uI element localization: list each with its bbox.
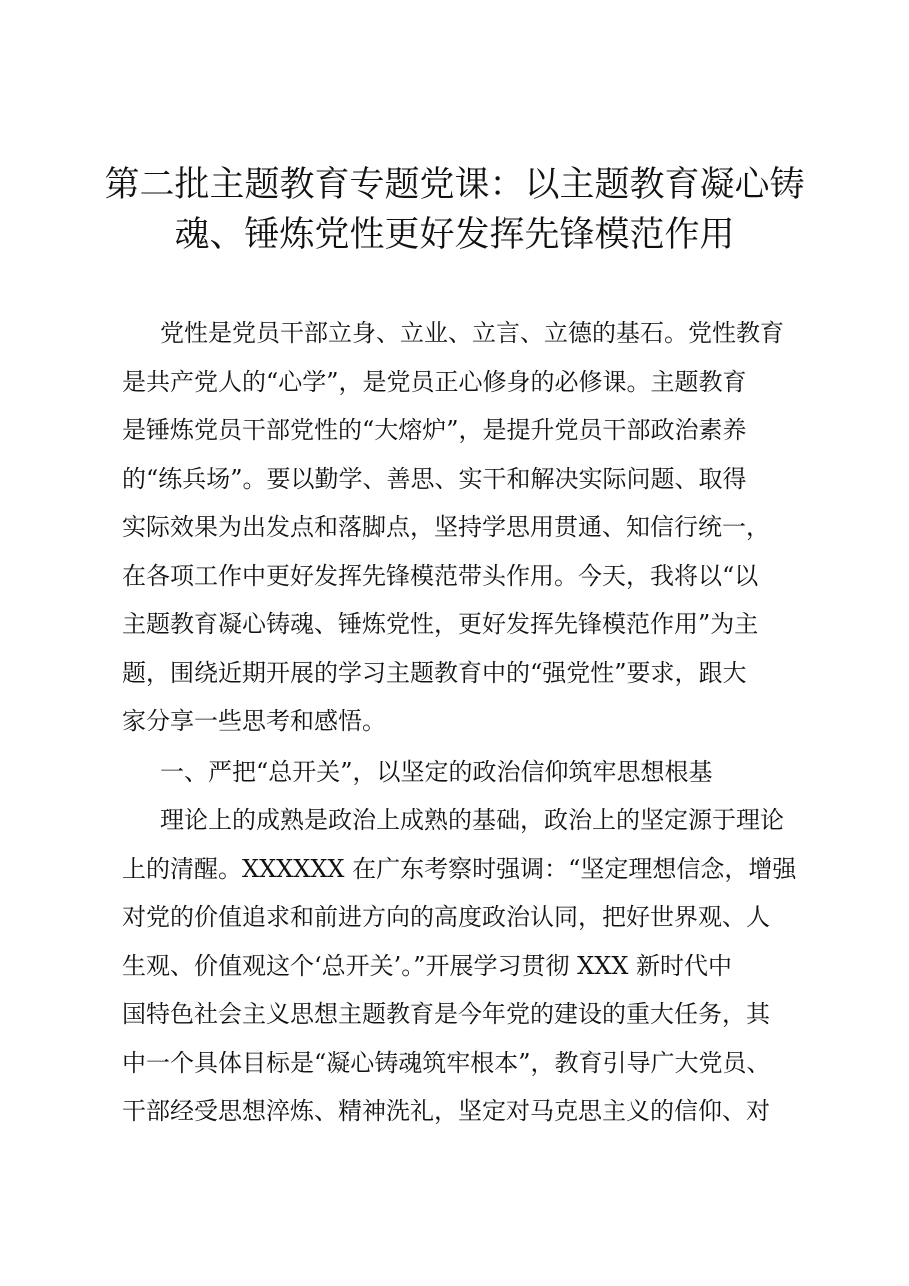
paragraph-line: 国特色社会主义思想主题教育是今年党的建设的重大任务，其	[122, 1000, 770, 1028]
paragraph-intro	[122, 309, 812, 746]
document-title	[100, 160, 809, 260]
paragraph-line: 主题教育凝心铸魂、锤炼党性，更好发挥先锋模范作用”为主	[122, 610, 759, 638]
paragraph-section-1	[122, 796, 812, 1136]
document-body	[122, 309, 812, 1136]
paragraph-line: 生观、价值观这个‘总开关’。”开展学习贯彻 XXX 新时代中	[122, 951, 733, 980]
paragraph-line: 题，围绕近期开展的学习主题教育中的“强党性”要求，跟大	[122, 658, 747, 687]
paragraph-line: 是锤炼党员干部党性的“大熔炉”，是提升党员干部政治素养	[122, 416, 747, 444]
paragraph-line: 对党的价值追求和前进方向的高度政治认同，把好世界观、人	[122, 903, 770, 931]
paragraph-line: 是共产党人的“心学”，是党员正心修身的必修课。主题教育	[122, 367, 747, 396]
paragraph-line: 中一个具体目标是“凝心铸魂筑牢根本”，教育引导广大党员、	[122, 1048, 771, 1077]
paragraph-line: 干部经受思想淬炼、精神洗礼，坚定对马克思主义的信仰、对	[122, 1097, 770, 1125]
title-line-2: 魂、锤炼党性更好发挥先锋模范作用	[174, 215, 735, 255]
section-heading-1: 一、严把“总开关”，以坚定的政治信仰筑牢思想根基	[160, 757, 713, 786]
paragraph-line: 的“练兵场”。要以勤学、善思、实干和解决实际问题、取得	[122, 464, 747, 493]
paragraph-line: 家分享一些思考和感悟。	[122, 707, 386, 735]
title-line-1: 第二批主题教育专题党课：以主题教育凝心铸	[104, 165, 805, 205]
paragraph-line: 在各项工作中更好发挥先锋模范带头作用。今天，我将以“以	[122, 561, 759, 590]
paragraph-line: 实际效果为出发点和落脚点，坚持学思用贯通、知信行统一，	[122, 513, 770, 541]
paragraph-line: 上的清醒。XXXXXX 在广东考察时强调：“坚定理想信念，增强	[122, 854, 797, 883]
paragraph-line: 党性是党员干部立身、立业、立言、立德的基石。党性教育	[160, 319, 784, 347]
paragraph-line: 理论上的成熟是政治上成熟的基础，政治上的坚定源于理论	[160, 806, 784, 834]
